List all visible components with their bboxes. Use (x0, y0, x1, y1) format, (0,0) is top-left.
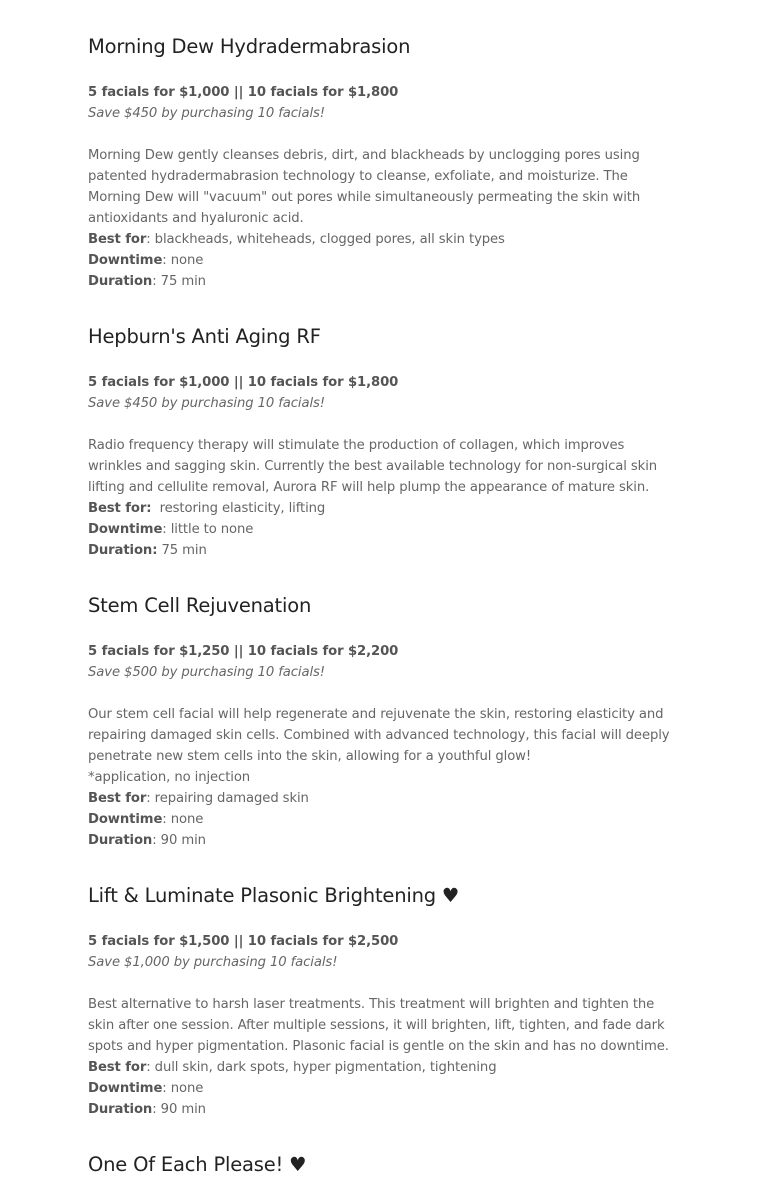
best-for-label: Best for (88, 232, 147, 247)
package-savings: Save $450 by purchasing 10 facials! (88, 106, 325, 121)
package-price: 5 facials for $1,000 || 10 facials for $1,800 (88, 375, 399, 390)
package-description: Our stem cell facial will help regenerate and rejuvenate the skin, restoring elasticity and repairing damaged skin cells. Combined with advanced technology, this facial will deeply penetrate new stem cells into the skin, allowing for a youthful glow! (88, 707, 670, 764)
duration-row (88, 271, 680, 292)
best-for-row (88, 498, 680, 519)
package-title: One Of Each Please! ♥ (88, 1153, 307, 1176)
downtime-label: Downtime (88, 522, 163, 537)
duration-value: : 75 min (152, 274, 206, 289)
downtime-label: Downtime (88, 1081, 163, 1096)
duration-value: : 90 min (152, 1102, 206, 1117)
package-note: *application, no injection (88, 770, 251, 785)
downtime-value: : none (162, 1081, 204, 1096)
duration-row (88, 830, 680, 851)
downtime-label: Downtime (88, 812, 163, 827)
best-for-row (88, 229, 680, 250)
duration-value: : 90 min (152, 833, 206, 848)
spacer (88, 414, 680, 435)
best-for-label: Best for (88, 1060, 147, 1075)
best-for-value: restoring elasticity, lifting (151, 501, 326, 516)
facial-package-section (88, 32, 680, 292)
package-title: Morning Dew Hydradermabrasion (88, 35, 411, 58)
downtime-value: : little to none (162, 522, 254, 537)
downtime-row (88, 809, 680, 830)
duration-row (88, 540, 680, 561)
best-for-label: Best for (88, 791, 147, 806)
package-description: Best alternative to harsh laser treatments. This treatment will brighten and tighten the skin after one session. After multiple sessions, it will brighten, lift, tighten, and fade dark spots and hyper pigmentation. Plasonic facial is gentle on the skin and has no downtime. (88, 997, 669, 1054)
package-description: Morning Dew gently cleanses debris, dirt, and blackheads by unclogging pores using patented hydradermabrasion technology to cleanse, exfoliate, and moisturize. The Morning Dew will "vacuum" out pores while simultaneously permeating the skin with antioxidants and hyaluronic acid. (88, 148, 641, 226)
downtime-value: : none (162, 812, 204, 827)
best-for-row (88, 788, 680, 809)
duration-label: Duration (88, 274, 153, 289)
spacer (88, 124, 680, 145)
package-title: Stem Cell Rejuvenation (88, 594, 312, 617)
duration-label: Duration (88, 1102, 153, 1117)
downtime-value: : none (162, 253, 204, 268)
package-savings: Save $1,000 by purchasing 10 facials! (88, 955, 338, 970)
downtime-row (88, 519, 680, 540)
duration-row (88, 1099, 680, 1120)
package-savings: Save $500 by purchasing 10 facials! (88, 665, 325, 680)
facial-package-section (88, 591, 680, 851)
downtime-row (88, 1078, 680, 1099)
duration-label: Duration: (88, 543, 158, 558)
package-title: Hepburn's Anti Aging RF (88, 325, 321, 348)
package-price: 5 facials for $1,500 || 10 facials for $2,500 (88, 934, 399, 949)
facial-package-section (88, 881, 680, 1120)
package-title: Lift & Luminate Plasonic Brightening ♥ (88, 884, 460, 907)
spacer (88, 973, 680, 994)
best-for-value: : blackheads, whiteheads, clogged pores, all skin types (146, 232, 505, 247)
facial-packages-content (88, 32, 680, 1200)
duration-label: Duration (88, 833, 153, 848)
package-price: 5 facials for $1,250 || 10 facials for $2,200 (88, 644, 399, 659)
best-for-label: Best for: (88, 501, 152, 516)
downtime-row (88, 250, 680, 271)
best-for-value: : dull skin, dark spots, hyper pigmentation, tightening (146, 1060, 497, 1075)
package-price: 5 facials for $1,000 || 10 facials for $1,800 (88, 85, 399, 100)
package-description: Radio frequency therapy will stimulate the production of collagen, which improves wrinkles and sagging skin. Currently the best available technology for non-surgical skin lifting and cellulite removal, Aurora RF will help plump the appearance of mature skin. (88, 438, 658, 495)
facial-package-section (88, 322, 680, 561)
package-savings: Save $450 by purchasing 10 facials! (88, 396, 325, 411)
best-for-row (88, 1057, 680, 1078)
best-for-value: : repairing damaged skin (146, 791, 309, 806)
duration-value: 75 min (157, 543, 207, 558)
spacer (88, 683, 680, 704)
downtime-label: Downtime (88, 253, 163, 268)
